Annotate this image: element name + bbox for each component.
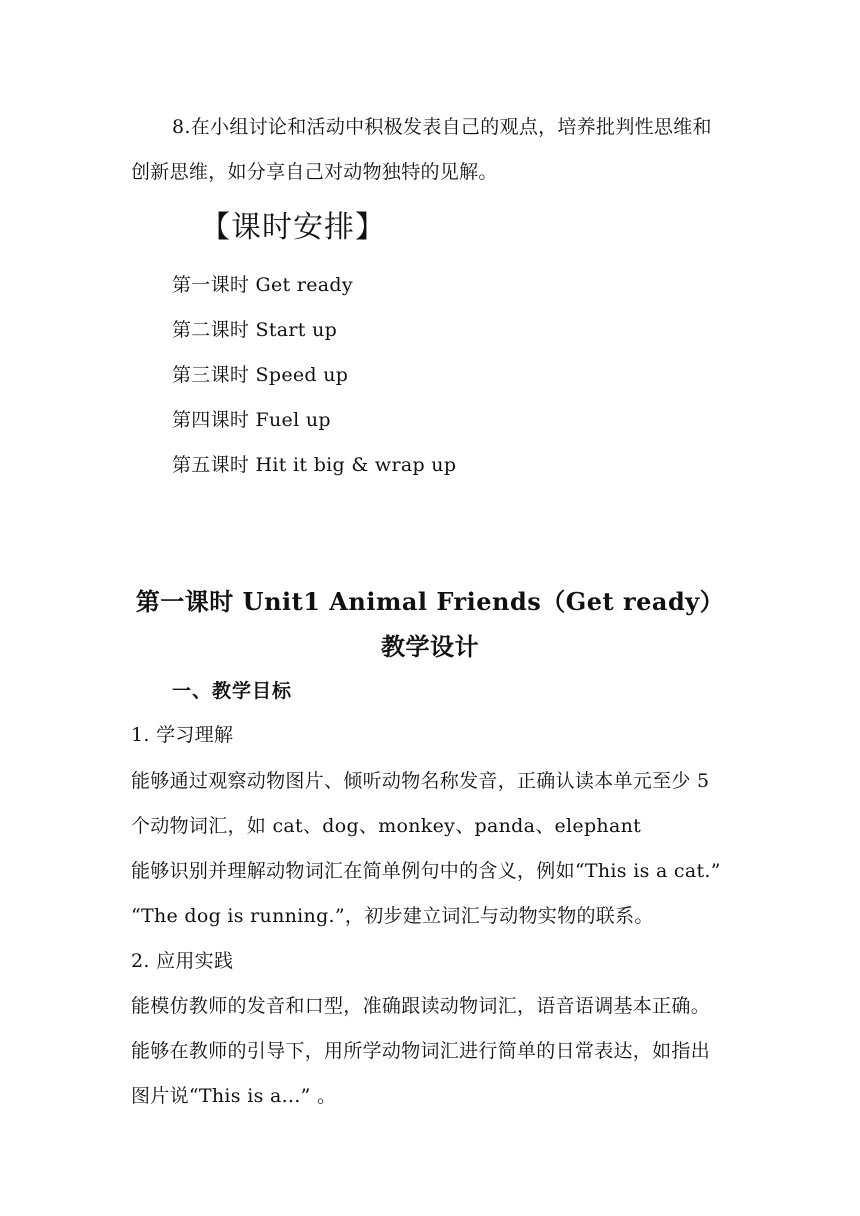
schedule-heading: 【课时安排】 <box>200 210 386 245</box>
intro-line-2: 创新思维，如分享自己对动物独特的见解。 <box>131 161 498 183</box>
subheading-understanding: 1. 学习理解 <box>131 724 234 746</box>
lesson-title-subtitle: 教学设计 <box>381 632 479 661</box>
intro-line-1: 8.在小组讨论和活动中积极发表自己的观点，培养批判性思维和 <box>172 116 712 138</box>
paragraph-line: 能够通过观察动物图片、倾听动物名称发音，正确认读本单元至少 5 <box>131 770 710 792</box>
paragraph-line: 图片说“This is a...” 。 <box>131 1085 337 1107</box>
lesson-title: 第一课时 Unit1 Animal Friends（Get ready） <box>135 587 725 616</box>
schedule-item: 第五课时 Hit it big & wrap up <box>172 454 457 476</box>
subheading-practice: 2. 应用实践 <box>131 950 234 972</box>
schedule-item: 第二课时 Start up <box>172 319 338 341</box>
schedule-item: 第三课时 Speed up <box>172 364 349 386</box>
section-heading-objectives: 一、教学目标 <box>172 680 293 702</box>
schedule-item: 第一课时 Get ready <box>172 274 353 296</box>
paragraph-line: 能模仿教师的发音和口型，准确跟读动物词汇，语音语调基本正确。 <box>131 995 711 1017</box>
paragraph-line: 能够在教师的引导下，用所学动物词汇进行简单的日常表达，如指出 <box>131 1040 711 1062</box>
paragraph-line: “The dog is running.”，初步建立词汇与动物实物的联系。 <box>131 905 654 927</box>
paragraph-line: 能够识别并理解动物词汇在简单例句中的含义，例如“This is a cat.” <box>131 860 721 882</box>
paragraph-line: 个动物词汇，如 cat、dog、monkey、panda、elephant <box>131 815 642 837</box>
schedule-item: 第四课时 Fuel up <box>172 409 331 431</box>
